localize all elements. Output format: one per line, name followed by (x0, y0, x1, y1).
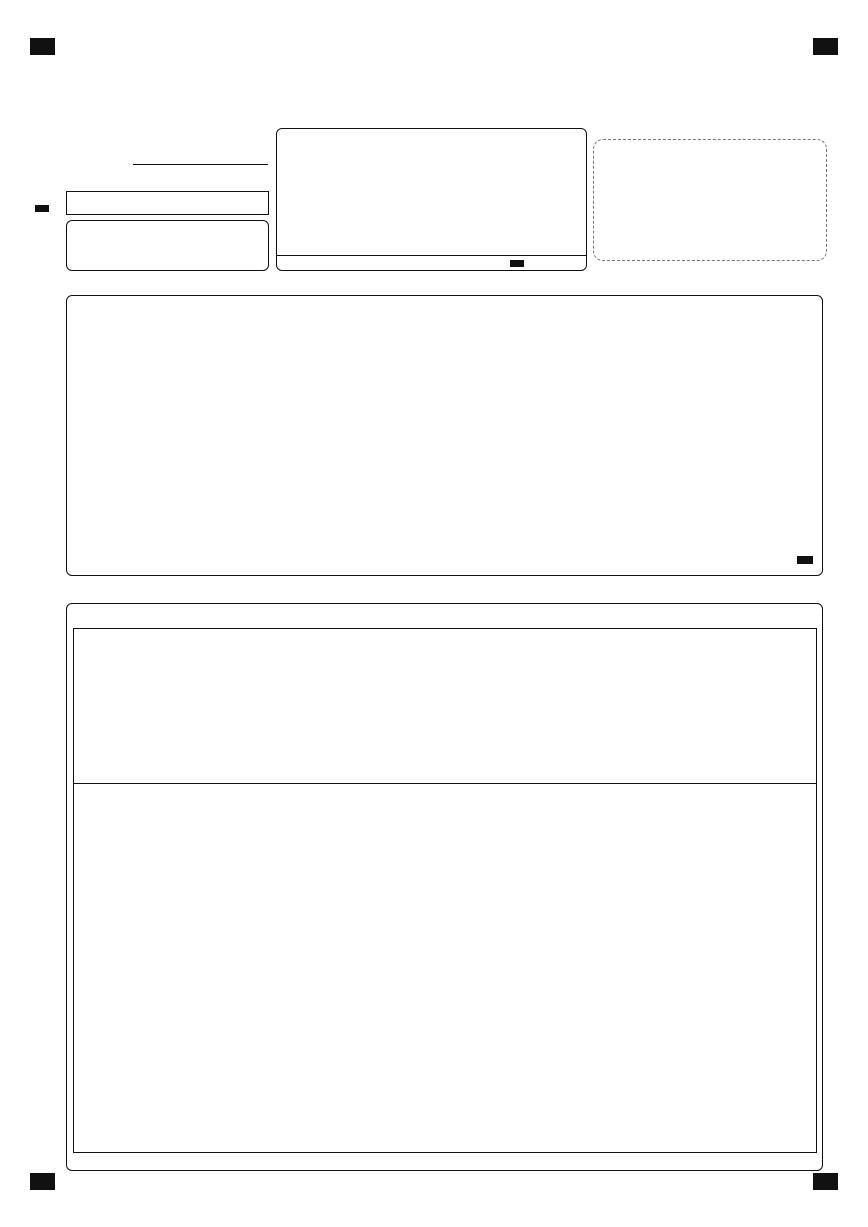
notes-box (276, 128, 587, 271)
choice-end-mark (797, 556, 813, 564)
corner-mark-top-right (813, 38, 838, 55)
fill-blank-box (73, 628, 817, 784)
barcode-area (593, 139, 827, 261)
corner-mark-top-left (30, 38, 55, 55)
absent-sticker-box (66, 220, 269, 271)
timing-mark-left-single (35, 205, 49, 212)
writing-box (73, 783, 817, 1153)
filled-bubble-sample (510, 260, 524, 267)
exam-number-grid[interactable] (66, 191, 269, 215)
name-field[interactable] (133, 146, 268, 165)
corner-mark-bottom-right (813, 1173, 838, 1190)
choice-section-box (66, 295, 823, 576)
corner-mark-bottom-left (30, 1173, 55, 1190)
notes-sample-row (277, 255, 586, 271)
